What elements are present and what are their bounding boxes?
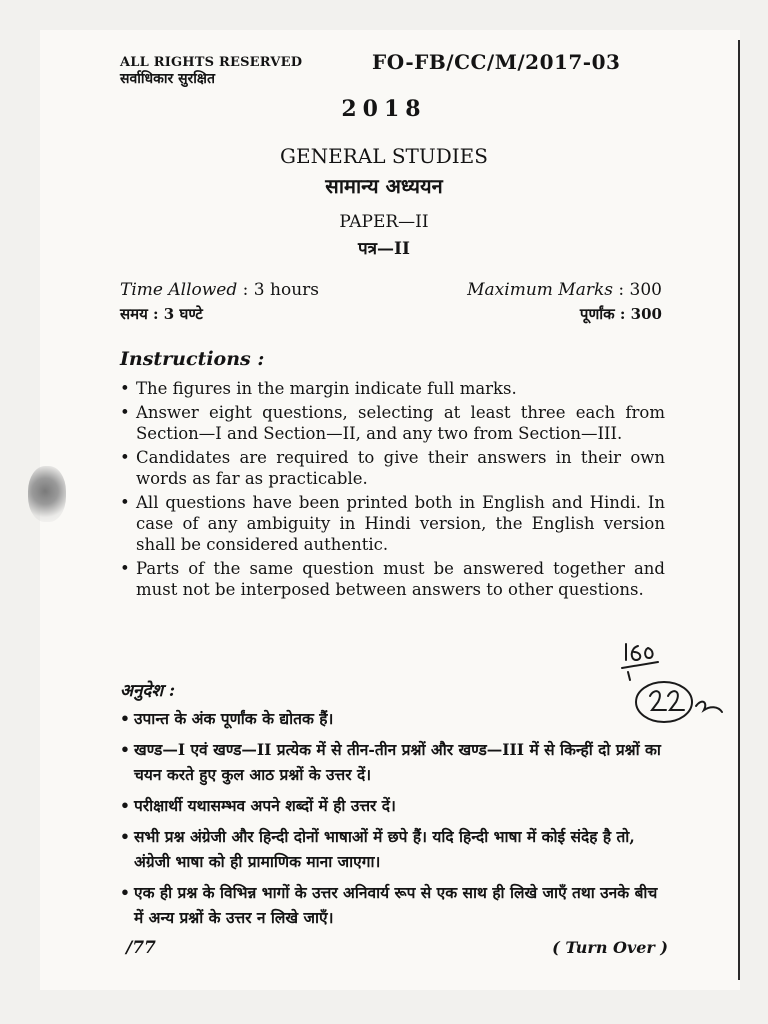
rights-hi: सर्वाधिकार सुरक्षित <box>120 71 215 87</box>
rights-en: ALL RIGHTS RESERVED <box>120 55 303 70</box>
instruction-item: • Candidates are required to give their answers in their own words as far as practicable. <box>120 447 665 489</box>
subject-title-hi: सामान्य अध्ययन <box>325 174 443 198</box>
rights-block <box>120 54 302 88</box>
paper-code: FO-FB/CC/M/2017-03 <box>372 50 621 74</box>
time-allowed <box>120 280 319 300</box>
marks-label: Maximum Marks <box>467 280 613 300</box>
instructions-heading: Instructions : <box>120 348 265 370</box>
maximum-marks <box>467 280 662 300</box>
instruction-item: • All questions have been printed both in English and Hindi. In case of any ambiguity in Hindi version, the English version shall be considered authentic. <box>120 492 665 555</box>
time-allowed-hi: समय : 3 घण्टे <box>120 305 203 323</box>
instruction-item: • Answer eight questions, selecting at least three each from Section—I and Section—II, and any two from Section—III. <box>120 402 665 444</box>
maximum-marks-hi: पूर्णांक : 300 <box>579 305 662 323</box>
turn-over-note: ( Turn Over ) <box>552 938 668 957</box>
instructions-list-hi <box>120 706 670 936</box>
instruction-item-hi: • सभी प्रश्न अंग्रेजी और हिन्दी दोनों भाषाओं में छपे हैं। यदि हिन्दी भाषा में कोई संदेह है तो, अंग्रेजी भाषा को ही प्रामाणिक माना जाएगा। <box>120 824 670 874</box>
time-value: : 3 hours <box>242 280 319 300</box>
subject-title: GENERAL STUDIES <box>280 144 488 168</box>
instruction-item: • Parts of the same question must be answered together and must not be interposed between answers to other questions. <box>120 558 665 600</box>
marks-value: : 300 <box>618 280 662 300</box>
punch-hole-smudge <box>28 466 66 522</box>
paper-number-hi: पत्र—II <box>358 239 410 259</box>
page-code: /77 <box>126 938 156 958</box>
instruction-item-hi: • खण्ड—I एवं खण्ड—II प्रत्येक में से तीन-तीन प्रश्नों और खण्ड—III में से किन्हीं दो प्रश्नों का चयन करते हुए कुल आठ प्रश्नों के उत्तर दें। <box>120 737 670 787</box>
instructions-list <box>120 378 665 603</box>
exam-year: 2018 <box>341 96 427 122</box>
instruction-item-hi: • उपान्त के अंक पूर्णांक के द्योतक हैं। <box>120 706 670 731</box>
instruction-item-hi: • एक ही प्रश्न के विभिन्न भागों के उत्तर अनिवार्य रूप से एक साथ ही लिखे जाएँ तथा उनके बीच में अन्य प्रश्नों के उत्तर न लिखे जाएँ। <box>120 880 670 930</box>
instructions-heading-hi: अनुदेश : <box>120 681 176 701</box>
instruction-item: • The figures in the margin indicate full marks. <box>120 378 665 399</box>
paper-number: PAPER—II <box>339 212 429 232</box>
time-label: Time Allowed <box>120 280 238 300</box>
instruction-item-hi: • परीक्षार्थी यथासम्भव अपने शब्दों में ही उत्तर दें। <box>120 793 670 818</box>
